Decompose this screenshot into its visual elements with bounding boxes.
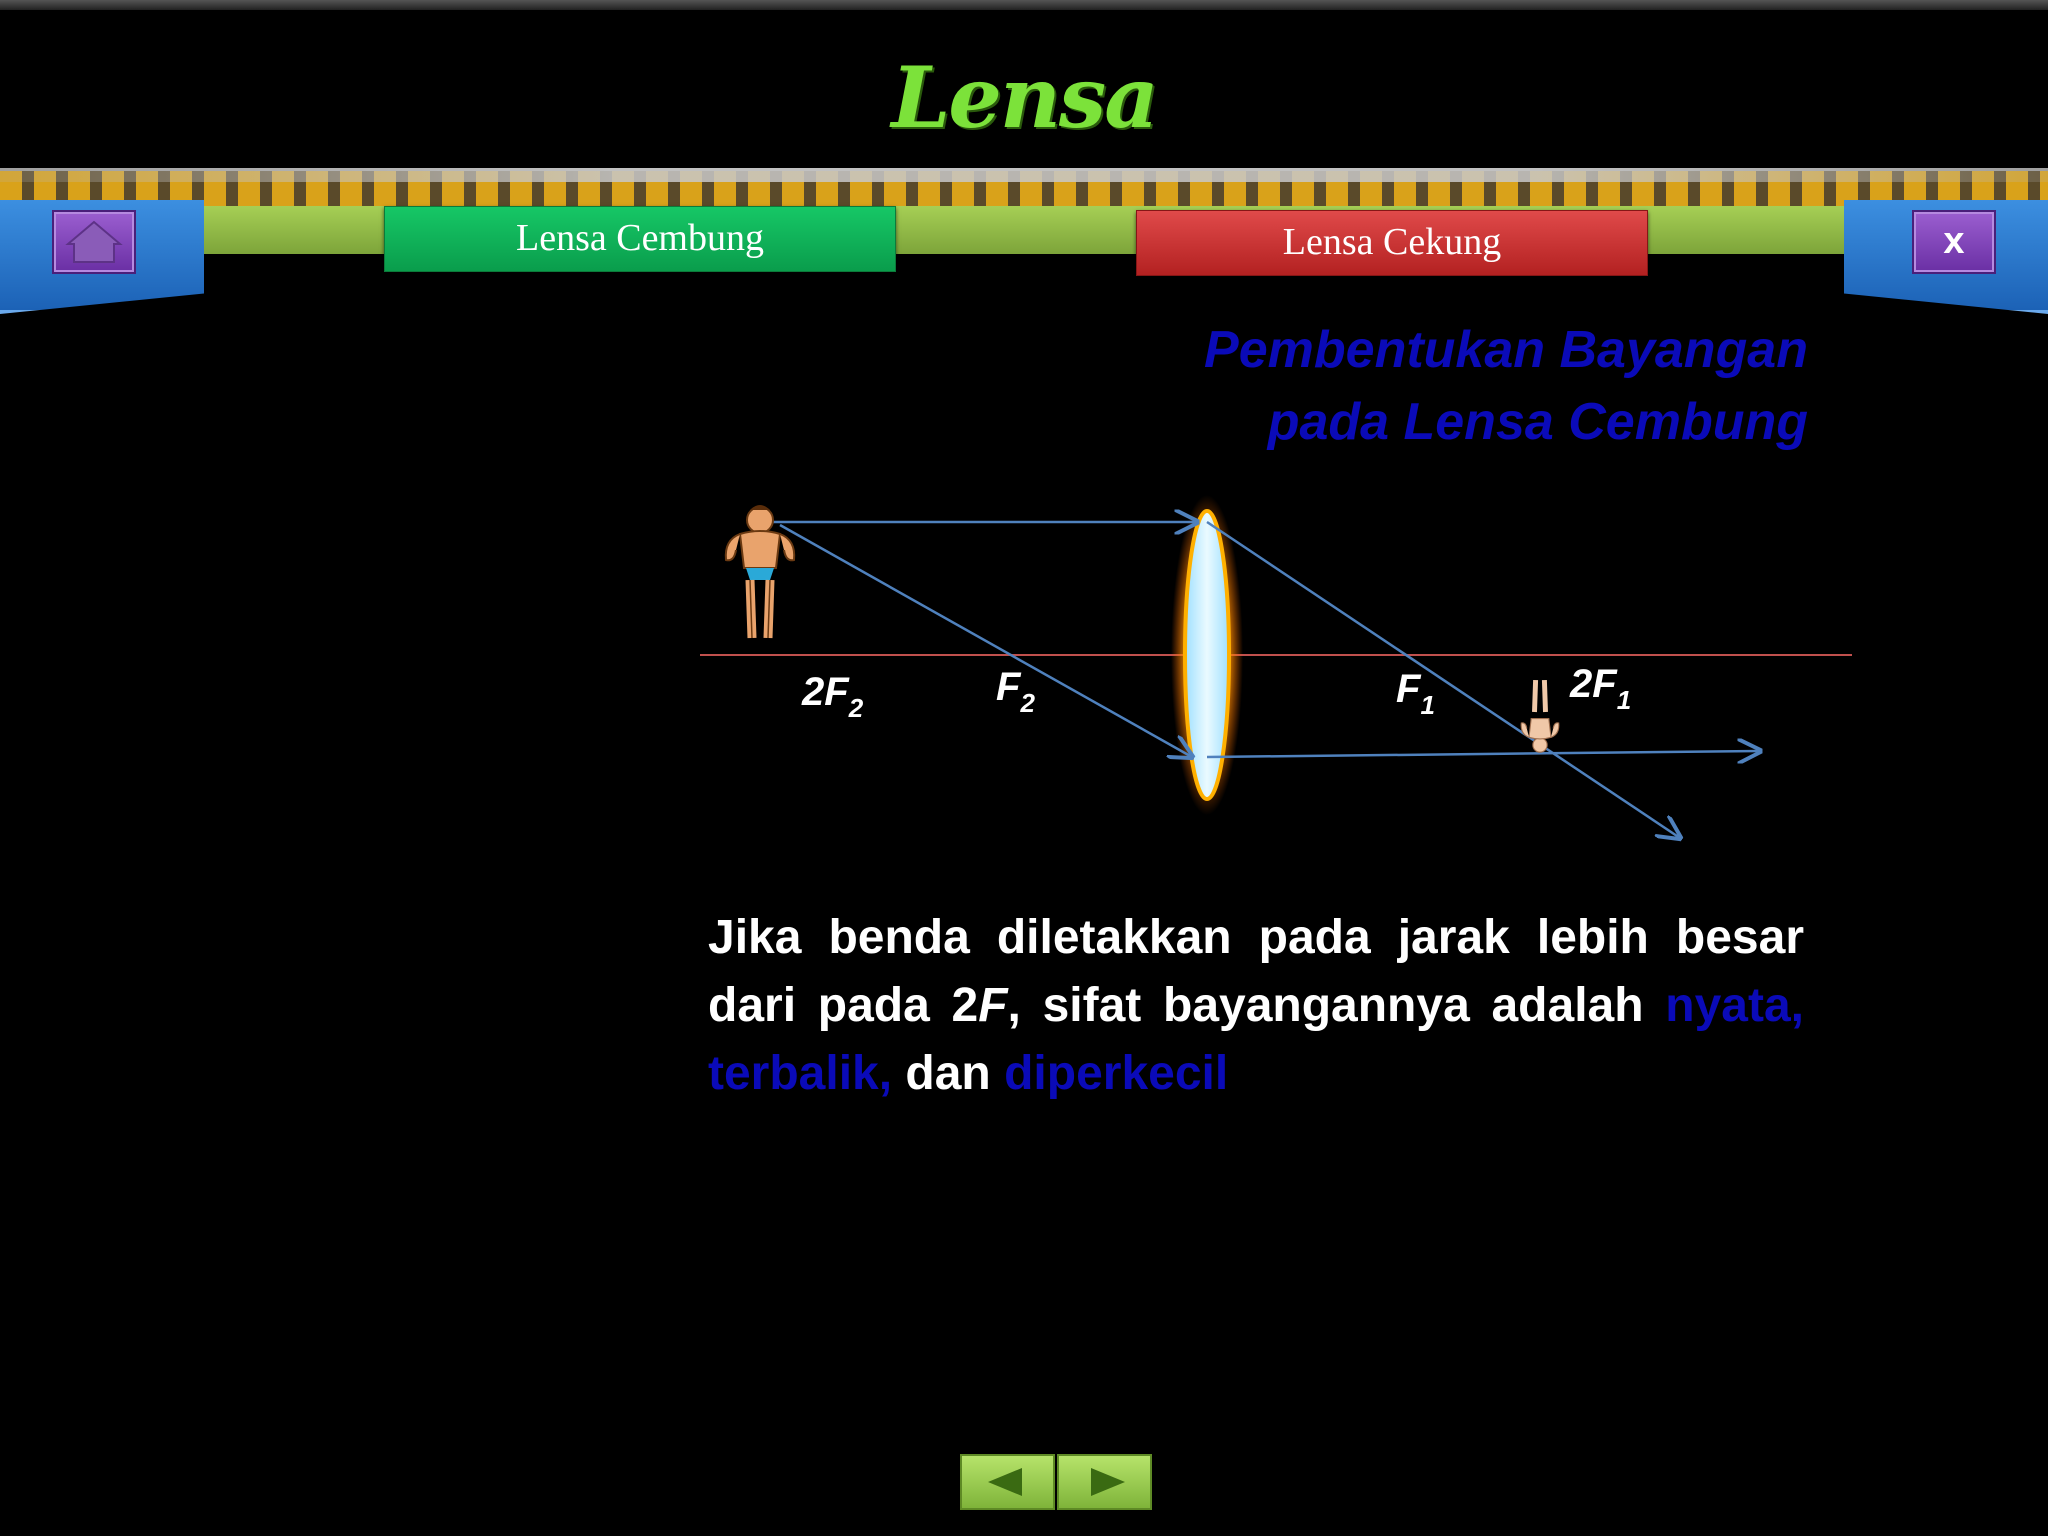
slide-navigation [960, 1454, 1152, 1506]
app-title: Lensa [891, 48, 1157, 147]
tab-lensa-cekung[interactable]: Lensa Cekung [1136, 210, 1648, 276]
explanation-text: Jika benda diletakkan pada jarak lebih besar dari pada 2F, sifat bayangannya adalah nyata, terbalik, dan diperkecil [708, 911, 1804, 1100]
label-f2: $F_2$ [996, 665, 1035, 718]
heading-line-2: pada Lensa Cembung [1267, 393, 1808, 451]
arrow-left-icon [988, 1468, 1022, 1496]
tab-lensa-cembung[interactable]: Lensa Cembung [384, 206, 896, 272]
ray-through-f2-incoming [780, 525, 1192, 757]
image-figure [1521, 680, 1559, 752]
label-2f2: $2F_2$ [802, 670, 864, 723]
previous-button[interactable] [960, 1454, 1055, 1510]
label-f1: $F_1$ [1396, 667, 1435, 720]
highlight-diperkecil: diperkecil [1004, 1047, 1229, 1100]
object-figure [726, 505, 794, 638]
ray-parallel-outgoing [1207, 751, 1760, 757]
heading-line-1: Pembentukan Bayangan [1204, 321, 1808, 379]
arrow-right-icon [1091, 1468, 1125, 1496]
next-button[interactable] [1057, 1454, 1152, 1510]
label-2f1: $2F_1$ [1570, 662, 1632, 715]
close-button[interactable]: x [1912, 210, 1996, 274]
highlight-nyata-terbalik: nyata, terbalik, [708, 979, 1804, 1100]
